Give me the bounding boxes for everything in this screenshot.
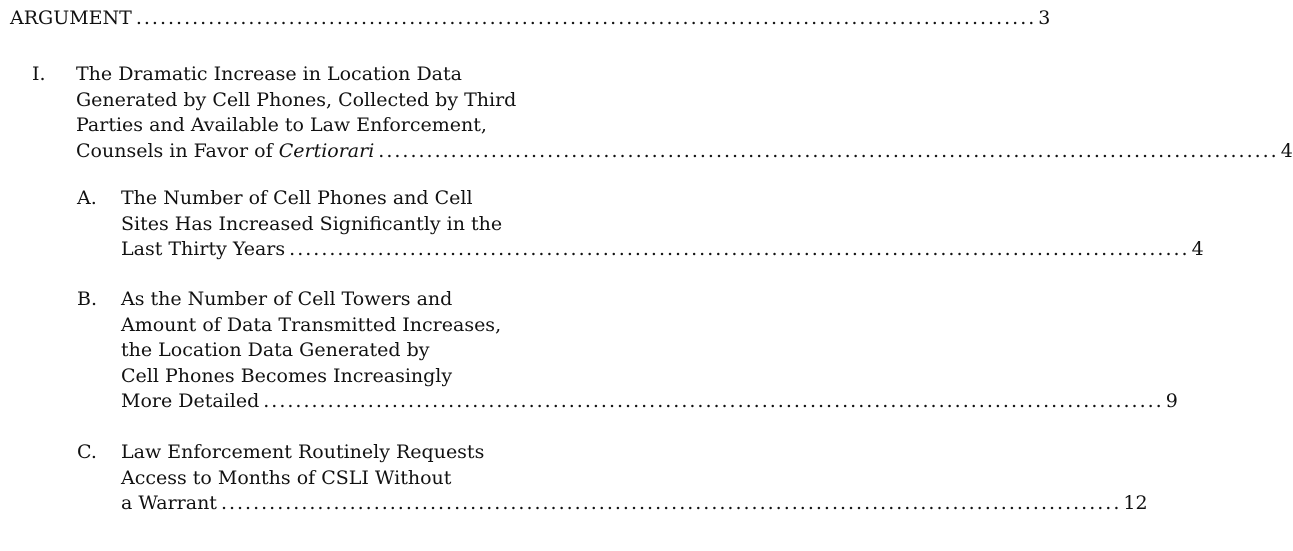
toc-entry-line: Law Enforcement Routinely Requests — [121, 441, 485, 463]
toc-entry-argument[interactable] — [10, 6, 1051, 32]
dot-leader: ................................................................................................................ — [263, 390, 1164, 412]
toc-entry-title — [76, 139, 374, 165]
dot-leader: ................................................................................................................ — [378, 139, 1279, 162]
toc-entry-last-line — [76, 139, 1293, 165]
toc-section-label: A. — [77, 187, 97, 209]
toc-entry-line: Sites Has Increased Significantly in the — [121, 212, 503, 235]
toc-section-label: C. — [77, 441, 97, 463]
toc-page-number: 12 — [1123, 492, 1148, 514]
toc-entry-last-line — [121, 389, 1178, 415]
toc-entry-line — [10, 6, 1051, 32]
toc-entry-line: Access to Months of CSLI Without — [121, 466, 452, 489]
toc-entry-body — [121, 287, 1178, 415]
toc-entry-line: Amount of Data Transmitted Increases, — [121, 313, 502, 336]
toc-entry-line: the Location Data Generated by — [121, 339, 430, 361]
toc-entry-line: The Dramatic Increase in Location Data — [76, 63, 462, 85]
toc-entry-last-line — [121, 237, 1204, 263]
toc-entry-line: As the Number of Cell Towers and — [121, 288, 453, 310]
toc-entry-body — [121, 440, 1148, 517]
toc-entry-last-line — [121, 491, 1148, 517]
toc-entry-body — [76, 62, 1293, 164]
toc-section-label: I. — [32, 63, 46, 85]
dot-leader: ................................................................................................................ — [220, 492, 1122, 514]
toc-entry-title: Last Thirty Years — [121, 238, 286, 260]
dot-leader: ................................................................................................................ — [289, 238, 1190, 260]
toc-page-number: 3 — [1038, 7, 1051, 29]
toc-page-number: 4 — [1191, 238, 1204, 260]
toc-section-label: B. — [77, 288, 98, 310]
toc-page-number: 9 — [1165, 390, 1178, 412]
toc-entry-title: More Detailed — [121, 390, 260, 412]
toc-entry-section-i[interactable] — [32, 62, 1293, 164]
toc-entry-section-c[interactable] — [77, 440, 1148, 517]
toc-entry-line: The Number of Cell Phones and Cell — [121, 187, 473, 209]
toc-title-text: Counsels in Favor of — [76, 139, 279, 162]
toc-title-italic-text: Certiorari — [278, 139, 375, 162]
toc-entry-section-b[interactable] — [77, 287, 1178, 415]
toc-entry-line: Parties and Available to Law Enforcement, — [76, 114, 487, 136]
toc-entry-title: a Warrant — [121, 492, 217, 514]
toc-entry-title: ARGUMENT — [10, 7, 132, 29]
toc-entry-section-a[interactable] — [77, 186, 1204, 263]
toc-entry-body — [121, 186, 1204, 263]
toc-page-number: 4 — [1280, 139, 1293, 162]
dot-leader: ................................................................................................................ — [135, 7, 1037, 29]
toc-entry-line: Generated by Cell Phones, Collected by Third — [76, 88, 517, 111]
toc-entry-line: Cell Phones Becomes Increasingly — [121, 364, 453, 387]
